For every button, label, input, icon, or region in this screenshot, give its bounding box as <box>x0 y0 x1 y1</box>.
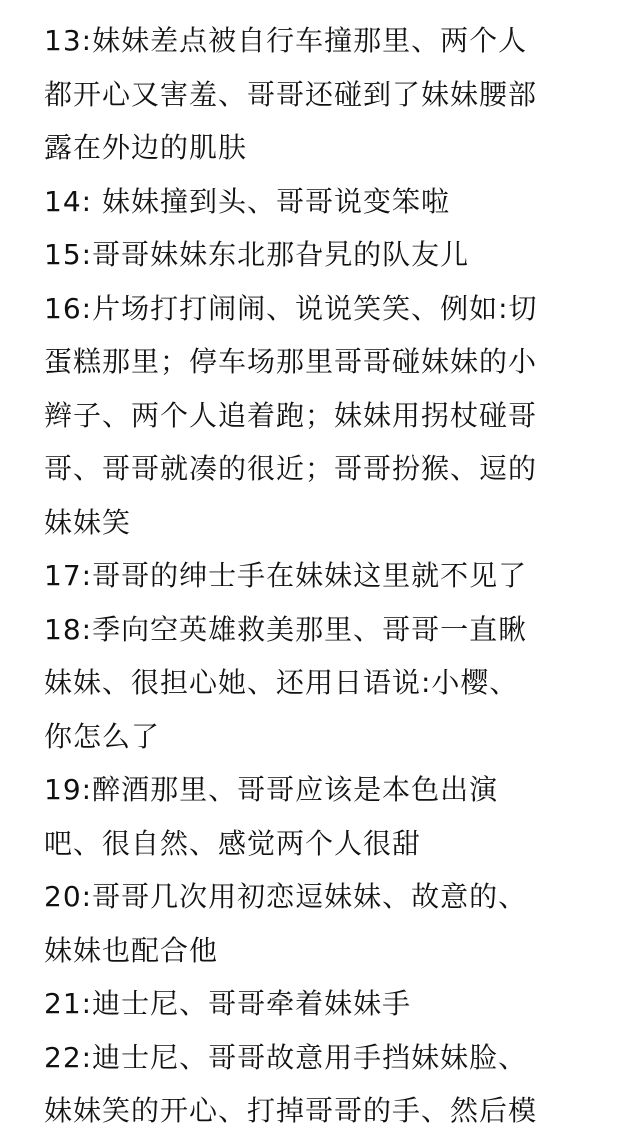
text-line: 21:迪士尼、哥哥牵着妹妹手 <box>44 987 412 1020</box>
text-line: 22:迪士尼、哥哥故意用手挡妹妹脸、 <box>44 1040 528 1074</box>
text-line: 14: 妹妹撞到头、哥哥说变笨啦 <box>44 184 450 218</box>
text-line: 哥、哥哥就凑的很近；哥哥扮猴、逗的 <box>44 452 538 485</box>
text-line: 蛋糕那里；停车场那里哥哥碰妹妹的小 <box>44 345 538 378</box>
text-line: 13:妹妹差点被自行车撞那里、两个人 <box>44 24 528 57</box>
text-line: 妹妹笑 <box>44 505 132 539</box>
text-line: 18:季向空英雄救美那里、哥哥一直瞅 <box>44 612 528 646</box>
text-line: 17:哥哥的绅士手在妹妹这里就不见了 <box>44 559 528 592</box>
text-line: 你怎么了 <box>44 719 161 753</box>
text-line: 20:哥哥几次用初恋逗妹妹、故意的、 <box>44 880 528 913</box>
document-text <box>44 14 614 1138</box>
text-line: 都开心又害羞、哥哥还碰到了妹妹腰部 <box>44 77 538 111</box>
text-line: 妹妹笑的开心、打掉哥哥的手、然后模 <box>44 1094 538 1127</box>
text-line: 19:醉酒那里、哥哥应该是本色出演 <box>44 773 499 806</box>
text-line: 辫子、两个人追着跑；妹妹用拐杖碰哥 <box>44 398 538 432</box>
text-line: 吧、很自然、感觉两个人很甜 <box>44 826 422 860</box>
text-line: 16:片场打打闹闹、说说笑笑、例如:切 <box>44 291 538 325</box>
text-line: 露在外边的肌肤 <box>44 131 248 164</box>
text-line: 妹妹也配合他 <box>44 933 219 967</box>
text-line: 15:哥哥妹妹东北那旮旯的队友儿 <box>44 238 470 271</box>
text-line: 妹妹、很担心她、还用日语说:小樱、 <box>44 666 519 699</box>
